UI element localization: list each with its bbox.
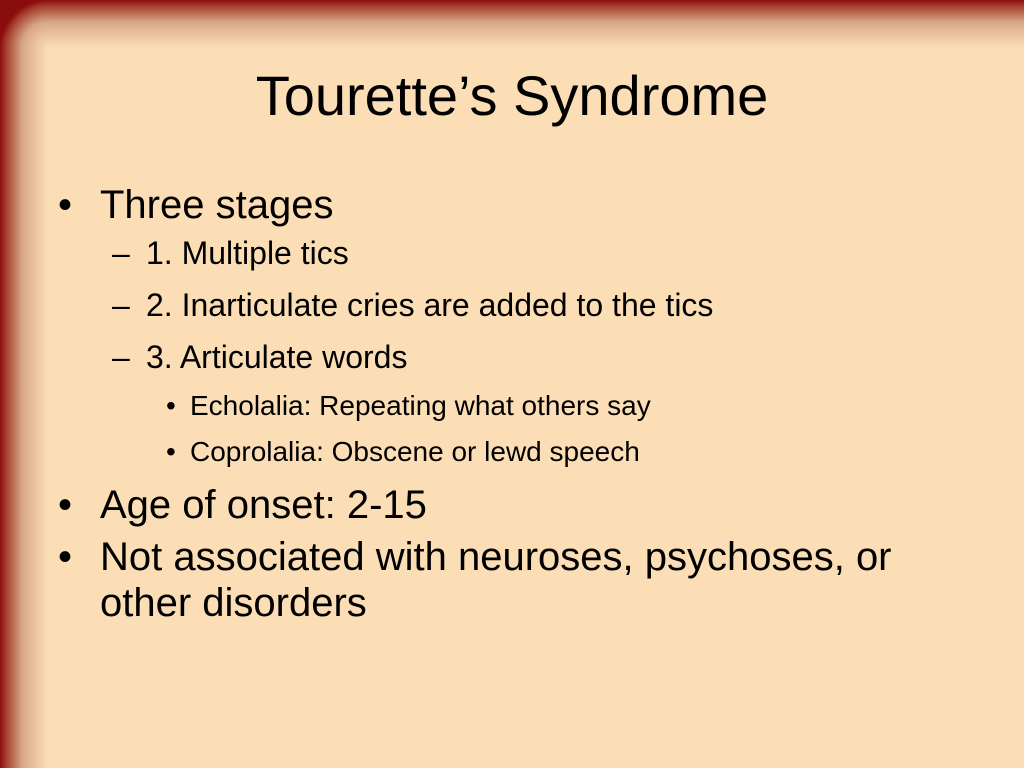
slide-title: Tourette’s Syndrome: [255, 64, 769, 127]
bullet-marker: •: [166, 390, 176, 421]
bullet-marker: •: [58, 183, 73, 227]
dash-marker: –: [112, 235, 130, 271]
slide-border-corner: [0, 0, 48, 48]
bullet-marker: •: [58, 483, 73, 527]
sub-bullet-stage-2: [58, 286, 978, 324]
slide-content: [58, 182, 978, 632]
bullet-three-stages: [58, 182, 978, 228]
sub-sub-bullet-echolalia: [58, 390, 978, 422]
bullet-marker: •: [166, 436, 176, 467]
slide-border-top: [0, 0, 1024, 48]
bullet-not-associated: [58, 534, 978, 626]
sub-sub-bullet-text: Echolalia: Repeating what others say: [190, 390, 651, 421]
bullet-age-of-onset: [58, 482, 978, 528]
bullet-text: Three stages: [100, 183, 334, 227]
sub-bullet-text: 3. Articulate words: [146, 339, 408, 375]
dash-marker: –: [112, 287, 130, 323]
sub-sub-bullet-coprolalia: [58, 436, 978, 468]
bullet-text: Age of onset: 2-15: [100, 483, 427, 527]
sub-bullet-stage-1: [58, 234, 978, 272]
sub-bullet-text: 1. Multiple tics: [146, 235, 349, 271]
bullet-text: Not associated with neuroses, psychoses, or other disorders: [100, 535, 892, 625]
bullet-marker: •: [58, 535, 73, 579]
sub-sub-bullet-text: Coprolalia: Obscene or lewd speech: [190, 436, 640, 467]
dash-marker: –: [112, 339, 130, 375]
sub-bullet-text: 2. Inarticulate cries are added to the tics: [146, 287, 714, 323]
sub-bullet-stage-3: [58, 338, 978, 376]
